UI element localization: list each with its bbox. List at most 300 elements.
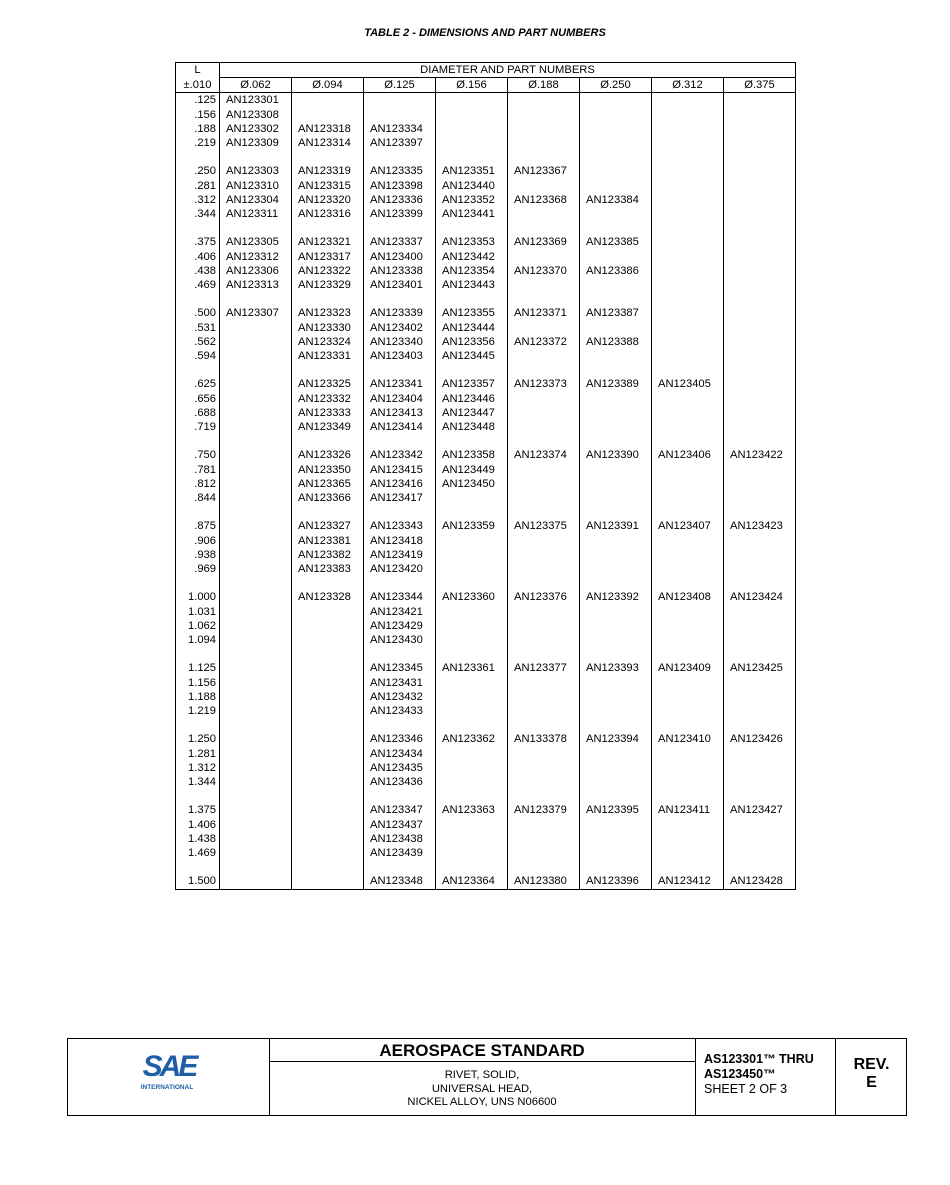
part-number-cell — [292, 874, 364, 889]
part-number-cell — [724, 122, 796, 136]
part-number-cell — [652, 221, 724, 235]
part-number-cell — [724, 491, 796, 505]
part-number-cell — [580, 150, 652, 164]
part-number-cell — [652, 605, 724, 619]
part-number-cell — [508, 647, 580, 661]
part-number-cell — [220, 420, 292, 434]
part-number-cell — [292, 803, 364, 817]
table-row — [176, 250, 796, 264]
part-number-cell: AN123301 — [220, 93, 292, 108]
length-cell — [176, 292, 220, 306]
part-number-cell: AN123338 — [364, 264, 436, 278]
part-number-cell: AN123365 — [292, 477, 364, 491]
part-number-cell — [580, 619, 652, 633]
part-number-cell — [364, 221, 436, 235]
standard-cell — [269, 1039, 696, 1115]
length-cell — [176, 434, 220, 448]
part-number-cell — [652, 335, 724, 349]
part-number-cell — [508, 292, 580, 306]
part-number-cell: AN123423 — [724, 519, 796, 533]
part-number-cell — [292, 150, 364, 164]
part-number-cell — [580, 676, 652, 690]
part-number-cell — [580, 420, 652, 434]
part-number-cell — [652, 321, 724, 335]
part-number-cell — [724, 306, 796, 320]
part-number-cell — [652, 93, 724, 108]
table-row — [176, 519, 796, 533]
part-number-cell — [508, 250, 580, 264]
part-number-cell — [220, 605, 292, 619]
part-number-cell — [724, 221, 796, 235]
length-cell: 1.219 — [176, 704, 220, 718]
part-number-cell: AN123392 — [580, 590, 652, 604]
length-cell: .906 — [176, 534, 220, 548]
length-cell: 1.125 — [176, 661, 220, 675]
part-number-cell: AN123388 — [580, 335, 652, 349]
table-row — [176, 278, 796, 292]
table-row — [176, 590, 796, 604]
part-number-cell — [220, 463, 292, 477]
part-number-cell — [220, 448, 292, 462]
length-cell: 1.406 — [176, 818, 220, 832]
table-body — [176, 93, 796, 889]
table-row — [176, 477, 796, 491]
part-number-cell: AN123385 — [580, 235, 652, 249]
part-number-cell — [364, 647, 436, 661]
part-number-cell: AN123311 — [220, 207, 292, 221]
part-number-cell — [580, 860, 652, 874]
diameter-header: Ø.375 — [724, 78, 796, 93]
length-cell: .156 — [176, 108, 220, 122]
part-number-cell — [724, 292, 796, 306]
length-cell: .594 — [176, 349, 220, 363]
part-number-cell — [652, 704, 724, 718]
part-number-cell: AN123411 — [652, 803, 724, 817]
part-number-cell — [436, 619, 508, 633]
part-number-cell: AN123306 — [220, 264, 292, 278]
part-number-cell — [436, 136, 508, 150]
part-number-cell: AN123395 — [580, 803, 652, 817]
part-number-cell — [508, 605, 580, 619]
part-number-cell: AN123321 — [292, 235, 364, 249]
part-number-cell — [292, 605, 364, 619]
part-description — [269, 1062, 695, 1110]
length-cell: 1.250 — [176, 732, 220, 746]
part-number-cell: AN123445 — [436, 349, 508, 363]
part-number-cell: AN123351 — [436, 164, 508, 178]
part-number-cell: AN123434 — [364, 747, 436, 761]
part-number-cell: AN123409 — [652, 661, 724, 675]
part-number-cell: AN123346 — [364, 732, 436, 746]
table-row — [176, 562, 796, 576]
table-row — [176, 619, 796, 633]
part-number-cell — [724, 676, 796, 690]
part-number-cell: AN123420 — [364, 562, 436, 576]
revision-label: REV. — [853, 1056, 890, 1073]
part-number-cell — [652, 718, 724, 732]
part-number-cell: AN123302 — [220, 122, 292, 136]
table-row — [176, 661, 796, 675]
part-number-cell — [652, 619, 724, 633]
part-number-cell — [364, 789, 436, 803]
part-number-cell: AN123450 — [436, 477, 508, 491]
part-number-cell — [580, 690, 652, 704]
part-number-cell — [652, 406, 724, 420]
part-number-cell: AN123372 — [508, 335, 580, 349]
diameter-header: Ø.188 — [508, 78, 580, 93]
part-number-cell — [724, 207, 796, 221]
part-number-cell — [580, 747, 652, 761]
part-number-cell: AN123401 — [364, 278, 436, 292]
part-number-cell — [652, 193, 724, 207]
part-number-cell — [364, 108, 436, 122]
part-number-cell: AN123357 — [436, 377, 508, 391]
part-number-cell: AN123446 — [436, 392, 508, 406]
part-number-cell — [292, 221, 364, 235]
table-row — [176, 363, 796, 377]
length-cell: 1.344 — [176, 775, 220, 789]
part-number-cell — [508, 136, 580, 150]
part-number-cell: AN123394 — [580, 732, 652, 746]
part-number-cell — [652, 250, 724, 264]
length-cell: 1.031 — [176, 605, 220, 619]
part-number-cell — [508, 562, 580, 576]
part-number-cell — [508, 576, 580, 590]
length-cell: 1.281 — [176, 747, 220, 761]
part-number-cell: AN123319 — [292, 164, 364, 178]
part-number-cell: AN123340 — [364, 335, 436, 349]
part-number-cell: AN123305 — [220, 235, 292, 249]
part-number-cell — [220, 548, 292, 562]
table-row — [176, 434, 796, 448]
part-number-cell — [436, 93, 508, 108]
part-number-cell: AN123417 — [364, 491, 436, 505]
part-number-cell — [652, 690, 724, 704]
length-cell: .969 — [176, 562, 220, 576]
part-number-cell — [580, 761, 652, 775]
table-row — [176, 235, 796, 249]
part-number-cell: AN123369 — [508, 235, 580, 249]
part-number-cell — [580, 363, 652, 377]
part-number-cell — [220, 562, 292, 576]
length-cell: .344 — [176, 207, 220, 221]
part-number-cell: AN123430 — [364, 633, 436, 647]
part-number-cell — [292, 846, 364, 860]
part-number-cell — [724, 505, 796, 519]
table-row — [176, 221, 796, 235]
part-number-cell — [220, 534, 292, 548]
part-number-cell: AN123347 — [364, 803, 436, 817]
part-number-cell — [364, 505, 436, 519]
part-number-cell — [436, 704, 508, 718]
part-number-cell — [508, 619, 580, 633]
part-number-cell — [508, 179, 580, 193]
part-number-cell: AN123363 — [436, 803, 508, 817]
l-header: L — [176, 63, 220, 78]
part-number-cell: AN123387 — [580, 306, 652, 320]
table-row — [176, 647, 796, 661]
part-number-cell — [508, 690, 580, 704]
part-number-cell: AN123304 — [220, 193, 292, 207]
part-number-cell — [436, 605, 508, 619]
table-row — [176, 690, 796, 704]
part-number-cell: AN123421 — [364, 605, 436, 619]
part-number-cell — [580, 250, 652, 264]
table-row — [176, 420, 796, 434]
part-number-cell — [652, 676, 724, 690]
table-row — [176, 704, 796, 718]
diameter-header: Ø.125 — [364, 78, 436, 93]
part-number-cell — [220, 832, 292, 846]
part-number-cell: AN123332 — [292, 392, 364, 406]
part-number-cell: AN123437 — [364, 818, 436, 832]
part-number-cell — [580, 278, 652, 292]
part-number-cell — [652, 420, 724, 434]
part-number-cell — [508, 93, 580, 108]
part-number-cell — [508, 505, 580, 519]
table-row — [176, 846, 796, 860]
diameter-header: Ø.312 — [652, 78, 724, 93]
part-number-cell — [292, 761, 364, 775]
length-cell: 1.188 — [176, 690, 220, 704]
length-cell: .688 — [176, 406, 220, 420]
table-row — [176, 860, 796, 874]
length-cell: .500 — [176, 306, 220, 320]
table-row — [176, 448, 796, 462]
part-number-cell — [652, 164, 724, 178]
length-cell: .562 — [176, 335, 220, 349]
length-cell: .781 — [176, 463, 220, 477]
part-number-cell — [724, 775, 796, 789]
part-number-cell: AN123352 — [436, 193, 508, 207]
part-number-cell — [436, 505, 508, 519]
part-number-cell: AN123316 — [292, 207, 364, 221]
part-number-cell — [580, 505, 652, 519]
part-number-cell — [220, 519, 292, 533]
part-number-cell — [652, 576, 724, 590]
part-number-cell — [436, 761, 508, 775]
part-number-cell — [724, 704, 796, 718]
length-cell: 1.000 — [176, 590, 220, 604]
part-number-cell — [508, 122, 580, 136]
part-number-cell — [652, 562, 724, 576]
part-number-cell: AN123397 — [364, 136, 436, 150]
part-number-cell — [724, 321, 796, 335]
part-number-cell: AN123384 — [580, 193, 652, 207]
length-cell: .281 — [176, 179, 220, 193]
part-number-cell — [724, 562, 796, 576]
length-cell: .312 — [176, 193, 220, 207]
part-number-cell — [220, 718, 292, 732]
part-number-cell: AN123389 — [580, 377, 652, 391]
part-number-cell — [436, 292, 508, 306]
part-number-cell — [436, 860, 508, 874]
part-number-cell: AN123342 — [364, 448, 436, 462]
part-number-cell: AN123396 — [580, 874, 652, 889]
table-row — [176, 122, 796, 136]
part-number-cell — [508, 420, 580, 434]
part-number-cell: AN123382 — [292, 548, 364, 562]
part-number-cell — [724, 264, 796, 278]
part-number-cell: AN123375 — [508, 519, 580, 533]
part-number-cell — [436, 491, 508, 505]
part-number-cell: AN123448 — [436, 420, 508, 434]
length-cell: 1.438 — [176, 832, 220, 846]
table-row — [176, 136, 796, 150]
part-number-cell — [220, 292, 292, 306]
part-number-cell: AN123318 — [292, 122, 364, 136]
length-cell — [176, 363, 220, 377]
table-row — [176, 406, 796, 420]
part-number-cell: AN123377 — [508, 661, 580, 675]
part-number-cell — [652, 235, 724, 249]
part-number-cell: AN123341 — [364, 377, 436, 391]
part-number-cell — [580, 136, 652, 150]
sae-logo — [134, 1049, 206, 1095]
part-number-cell: AN123349 — [292, 420, 364, 434]
part-number-cell — [508, 846, 580, 860]
part-number-cell — [364, 860, 436, 874]
part-number-cell — [724, 250, 796, 264]
part-number-cell: AN123320 — [292, 193, 364, 207]
diameter-header: Ø.094 — [292, 78, 364, 93]
part-number-cell — [508, 534, 580, 548]
part-number-cell — [292, 690, 364, 704]
part-number-cell — [724, 150, 796, 164]
table-row — [176, 164, 796, 178]
part-number-cell — [220, 335, 292, 349]
part-number-cell — [652, 278, 724, 292]
part-number-cell — [220, 661, 292, 675]
part-number-cell: AN123317 — [292, 250, 364, 264]
part-number-cell — [652, 491, 724, 505]
part-number-cell — [292, 576, 364, 590]
part-number-cell — [436, 548, 508, 562]
table-row — [176, 108, 796, 122]
part-number-cell — [580, 392, 652, 406]
part-number-cell: AN123444 — [436, 321, 508, 335]
part-number-cell — [220, 846, 292, 860]
part-number-cell: AN123443 — [436, 278, 508, 292]
part-number-cell — [508, 789, 580, 803]
revision-value: E — [866, 1074, 877, 1091]
part-number-cell — [292, 363, 364, 377]
part-number-cell — [652, 747, 724, 761]
part-number-cell — [652, 264, 724, 278]
part-number-cell — [220, 860, 292, 874]
part-number-cell: AN123362 — [436, 732, 508, 746]
part-number-cell — [436, 647, 508, 661]
part-number-cell — [724, 278, 796, 292]
part-number-cell — [652, 775, 724, 789]
part-number-cell — [724, 818, 796, 832]
part-number-cell: AN123391 — [580, 519, 652, 533]
length-cell: 1.094 — [176, 633, 220, 647]
part-number-cell — [292, 619, 364, 633]
description-line: UNIVERSAL HEAD, — [431, 1082, 533, 1095]
part-number-cell — [436, 818, 508, 832]
part-number-cell: AN123449 — [436, 463, 508, 477]
table-row — [176, 207, 796, 221]
part-number-cell — [508, 463, 580, 477]
length-cell: .938 — [176, 548, 220, 562]
part-number-cell — [292, 704, 364, 718]
part-number-cell: AN123350 — [292, 463, 364, 477]
part-number-cell: AN123307 — [220, 306, 292, 320]
part-number-cell — [724, 534, 796, 548]
part-number-cell: AN123329 — [292, 278, 364, 292]
part-number-cell — [724, 477, 796, 491]
part-number-cell — [292, 789, 364, 803]
table-row — [176, 349, 796, 363]
part-number-cell — [508, 860, 580, 874]
part-number-cell — [724, 406, 796, 420]
part-number-cell — [220, 690, 292, 704]
part-number-cell: AN123324 — [292, 335, 364, 349]
table-row — [176, 335, 796, 349]
doc-number-line: AS123450™ — [704, 1067, 776, 1081]
part-number-cell: AN123399 — [364, 207, 436, 221]
length-cell: .656 — [176, 392, 220, 406]
part-number-cell: AN123424 — [724, 590, 796, 604]
part-number-cell — [580, 704, 652, 718]
part-number-cell: AN123337 — [364, 235, 436, 249]
length-cell — [176, 150, 220, 164]
part-number-cell — [364, 93, 436, 108]
part-number-cell: AN123415 — [364, 463, 436, 477]
table-row — [176, 321, 796, 335]
length-cell — [176, 718, 220, 732]
part-number-cell — [724, 761, 796, 775]
part-number-cell — [580, 463, 652, 477]
part-number-cell: AN123309 — [220, 136, 292, 150]
part-number-cell — [580, 718, 652, 732]
part-number-cell — [292, 775, 364, 789]
part-number-cell — [724, 136, 796, 150]
part-number-cell — [652, 548, 724, 562]
diameter-header: Ø.250 — [580, 78, 652, 93]
part-number-cell — [652, 647, 724, 661]
part-number-cell — [508, 477, 580, 491]
part-number-cell — [508, 363, 580, 377]
part-number-cell — [220, 150, 292, 164]
part-number-cell — [292, 108, 364, 122]
part-number-cell — [580, 491, 652, 505]
part-number-cell — [724, 377, 796, 391]
standard-title: AEROSPACE STANDARD — [269, 1039, 695, 1062]
part-number-cell: AN123312 — [220, 250, 292, 264]
part-number-cell — [580, 548, 652, 562]
part-number-cell — [580, 221, 652, 235]
part-number-cell: AN123393 — [580, 661, 652, 675]
part-number-cell: AN123422 — [724, 448, 796, 462]
table-row — [176, 292, 796, 306]
length-cell: .719 — [176, 420, 220, 434]
length-cell: .750 — [176, 448, 220, 462]
revision-cell — [837, 1039, 906, 1115]
part-number-cell: AN123427 — [724, 803, 796, 817]
part-number-cell — [724, 633, 796, 647]
part-number-cell: AN123315 — [292, 179, 364, 193]
table-row — [176, 732, 796, 746]
part-number-cell — [724, 108, 796, 122]
part-number-cell: AN123335 — [364, 164, 436, 178]
part-number-cell — [292, 93, 364, 108]
part-number-cell — [724, 420, 796, 434]
part-number-cell: AN133378 — [508, 732, 580, 746]
part-number-cell: AN123339 — [364, 306, 436, 320]
part-number-cell — [220, 477, 292, 491]
